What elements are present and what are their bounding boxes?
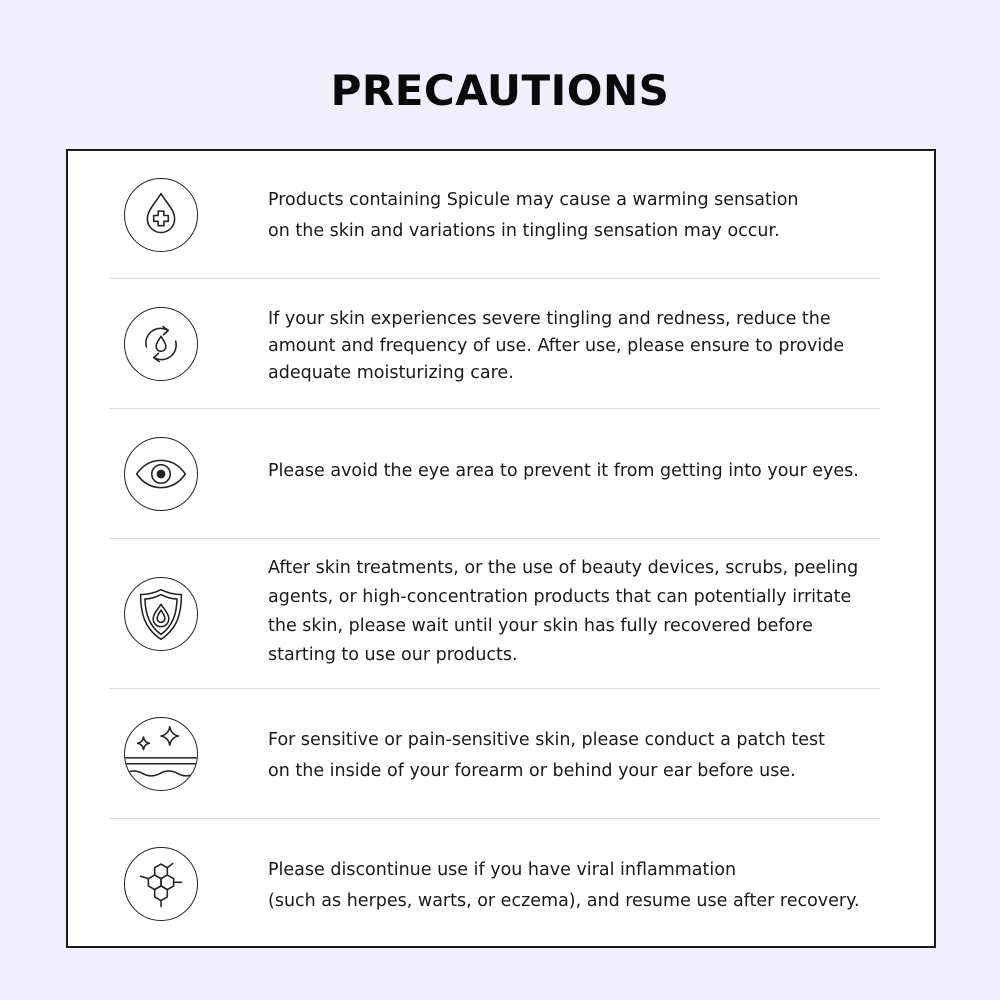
precaution-text — [268, 554, 908, 670]
divider — [110, 688, 880, 689]
text-line: adequate moisturizing care. — [268, 363, 514, 383]
text-line: Products containing Spicule may cause a warming sensation — [268, 190, 799, 210]
eye-icon — [124, 437, 198, 511]
divider — [110, 818, 880, 819]
text-line: Please avoid the eye area to prevent it from getting into your eyes. — [268, 461, 859, 481]
text-line: starting to use our products. — [268, 645, 518, 665]
molecule-icon — [124, 847, 198, 921]
precaution-text — [268, 306, 908, 387]
drop-medical-cross-icon — [124, 178, 198, 252]
text-line: If your skin experiences severe tingling and redness, reduce the — [268, 309, 831, 329]
text-line: on the inside of your forearm or behind your ear before use. — [268, 761, 796, 781]
text-line: After skin treatments, or the use of beauty devices, scrubs, peeling — [268, 558, 859, 578]
precaution-text — [268, 457, 908, 485]
precaution-text — [268, 725, 908, 787]
text-line: amount and frequency of use. After use, please ensure to provide — [268, 336, 845, 356]
text-line: Please discontinue use if you have viral inflammation — [268, 860, 737, 880]
text-line: agents, or high-concentration products that can potentially irritate — [268, 587, 852, 607]
skin-layer-sparkle-icon — [124, 717, 198, 791]
precaution-text — [268, 185, 908, 247]
text-line: the skin, please wait until your skin has fully recovered before — [268, 616, 813, 636]
divider — [110, 538, 880, 539]
precaution-text — [268, 855, 908, 917]
text-line: For sensitive or pain-sensitive skin, please conduct a patch test — [268, 730, 825, 750]
refresh-drop-icon — [124, 307, 198, 381]
shield-drop-icon — [124, 577, 198, 651]
divider — [110, 278, 880, 279]
page-title: PRECAUTIONS — [330, 66, 670, 115]
text-line: on the skin and variations in tingling sensation may occur. — [268, 221, 780, 241]
precautions-card — [66, 149, 936, 948]
text-line: (such as herpes, warts, or eczema), and resume use after recovery. — [268, 891, 860, 911]
divider — [110, 408, 880, 409]
